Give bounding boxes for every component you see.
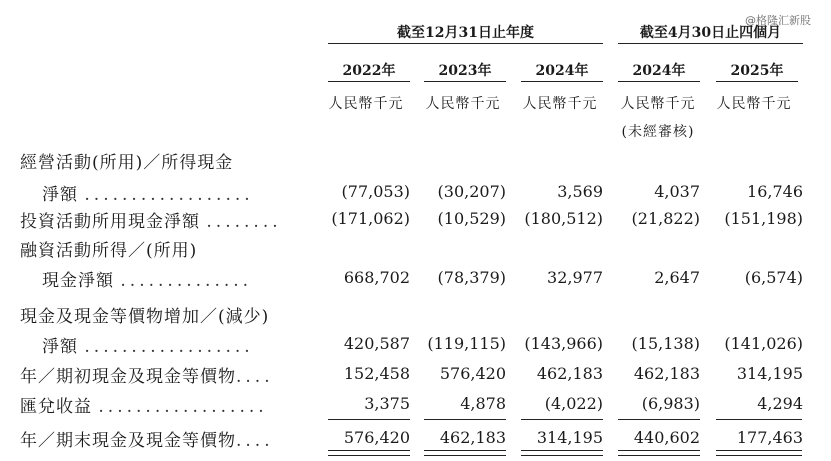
col-header-2025: 2025年 (730, 63, 784, 79)
subtotal-rule (618, 419, 700, 420)
row-label-fx-gain: 匯兌收益 .................. (20, 397, 268, 417)
value-cell: (119,115) (427, 334, 506, 353)
col-header-2022: 2022年 (342, 63, 396, 79)
value-cell: 16,746 (747, 182, 803, 201)
value-cell: 177,463 (736, 428, 803, 447)
value-cell: (151,198) (724, 209, 803, 228)
value-cell: (30,207) (437, 182, 506, 201)
row-label-closing-cash: 年／期末現金及現金等價物.... (20, 431, 274, 451)
col-rule (521, 81, 603, 82)
value-cell: (21,822) (631, 209, 700, 228)
total-double-rule (328, 450, 410, 456)
watermark: @格隆汇新股 (745, 14, 811, 27)
value-cell: (141,026) (724, 334, 803, 353)
row-label-net-change-net: 淨額 .................. (42, 337, 254, 357)
group-rule-year (328, 43, 603, 44)
value-cell: 576,420 (343, 428, 410, 447)
value-cell: 3,375 (364, 394, 410, 413)
total-double-rule (521, 450, 603, 456)
col-rule (328, 81, 410, 82)
value-cell: 4,294 (757, 394, 803, 413)
value-cell: 4,878 (460, 394, 506, 413)
row-label-operating: 經營活動(所用)／所得現金 (20, 153, 234, 173)
value-cell: (4,022) (544, 394, 603, 413)
row-label-financing-net: 現金淨額 .............. (42, 271, 253, 291)
subtotal-rule (424, 419, 506, 420)
col-rule (424, 81, 506, 82)
col-rule (618, 81, 700, 82)
value-cell: (77,053) (341, 182, 410, 201)
value-cell: (15,138) (631, 334, 700, 353)
row-label-net-change: 現金及現金等價物增加／(減少) (20, 307, 270, 327)
row-label-financing: 融資活動所得／(所用) (20, 241, 198, 261)
unaudited-note: (未經審核) (621, 124, 695, 140)
group-header-year: 截至12月31日止年度 (397, 25, 534, 41)
group-rule-period (618, 43, 803, 44)
col-rule (716, 81, 798, 82)
row-label-investing: 投資活動所用現金淨額 ........ (20, 212, 282, 232)
value-cell: 440,602 (633, 428, 700, 447)
value-cell: 462,183 (439, 428, 506, 447)
value-cell: (78,379) (437, 268, 506, 287)
col-header-2023: 2023年 (438, 63, 492, 79)
unit-label: 人民幣千元 (328, 96, 404, 112)
value-cell: 4,037 (654, 182, 700, 201)
unit-label: 人民幣千元 (620, 96, 696, 112)
value-cell: 314,195 (536, 428, 603, 447)
unit-label: 人民幣千元 (716, 96, 792, 112)
value-cell: (143,966) (524, 334, 603, 353)
value-cell: 152,458 (343, 364, 410, 383)
unit-label: 人民幣千元 (425, 96, 501, 112)
value-cell: (180,512) (524, 209, 603, 228)
group-header-period: 截至4月30日止四個月 (639, 25, 782, 41)
value-cell: 462,183 (536, 364, 603, 383)
total-double-rule (618, 450, 700, 456)
value-cell: 420,587 (343, 334, 410, 353)
total-double-rule (424, 450, 506, 456)
value-cell: 3,569 (557, 182, 603, 201)
value-cell: (6,574) (744, 268, 803, 287)
value-cell: 314,195 (736, 364, 803, 383)
subtotal-rule (716, 419, 802, 420)
value-cell: 32,977 (547, 268, 603, 287)
value-cell: 462,183 (633, 364, 700, 383)
value-cell: (10,529) (437, 209, 506, 228)
value-cell: 2,647 (654, 268, 700, 287)
value-cell: 668,702 (343, 268, 410, 287)
subtotal-rule (521, 419, 603, 420)
total-double-rule (716, 450, 802, 456)
row-label-opening-cash: 年／期初現金及現金等價物.... (20, 367, 274, 387)
value-cell: (171,062) (331, 209, 410, 228)
value-cell: 576,420 (439, 364, 506, 383)
col-header-2024-period: 2024年 (632, 63, 686, 79)
subtotal-rule (328, 419, 410, 420)
row-label-operating-net: 淨額 .................. (42, 185, 254, 205)
unit-label: 人民幣千元 (522, 96, 598, 112)
value-cell: (6,983) (641, 394, 700, 413)
col-header-2024: 2024年 (535, 63, 589, 79)
